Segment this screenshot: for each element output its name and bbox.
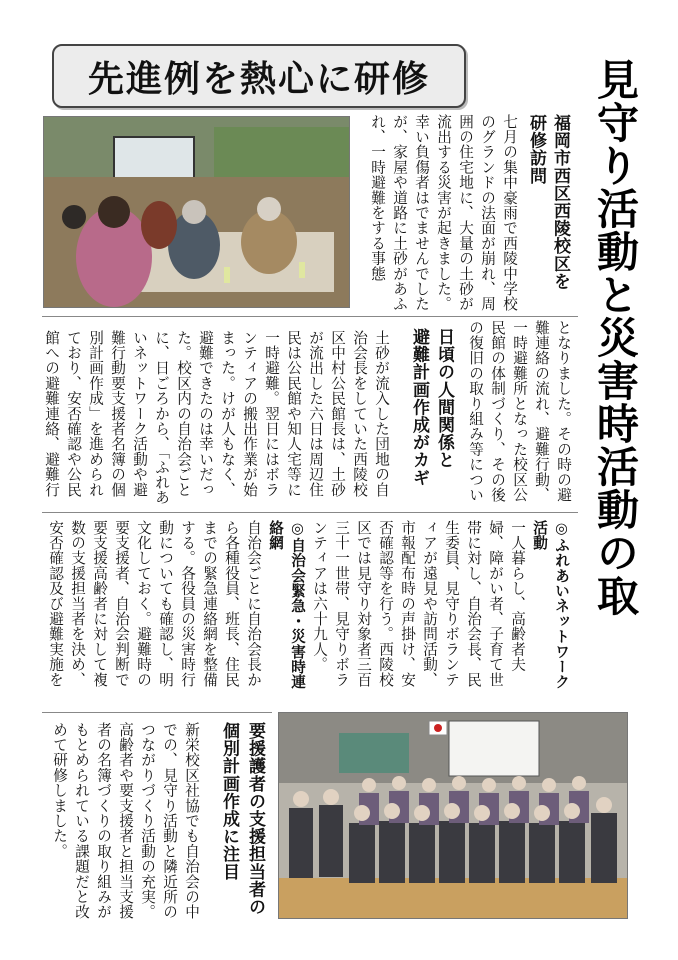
section1-heading [522,114,572,314]
section4-heading [208,722,268,922]
section3-heading2: ◎自治会緊急・災害時連絡網 [267,520,306,690]
divider-middle [42,512,578,513]
section2-heading-line2: 避難計画作成がカギ [409,328,429,487]
section2-heading [400,328,456,508]
group-photo-image [279,713,627,918]
section3-heading: ◎ふれあいネットワーク活動 [531,520,570,690]
section1-body-continued: となりました。その時の避難連絡の流れ、避難行動、一時避難所となった校区公民館の体制づくり、その後の復旧の取り組み等につい [467,320,572,503]
meeting-photo [43,116,350,308]
banner-text: 先進例を熱心に研修 [87,58,430,100]
main-title: 見守り活動と災害時活動の取 [591,58,640,617]
section1-heading-line1: 福岡市西区西陵校区を [550,114,570,290]
section4-heading-line1: 要援護者の支援担当者の [245,722,265,916]
section2-heading-line1: 日頃の人間関係と [434,328,454,469]
section-banner [52,44,466,108]
divider-lower [42,712,272,713]
section4-heading-line2: 個別計画作成に注目 [219,722,239,881]
section3-body: 一人暮らし、高齢者夫婦、障がい者、子育て世帯に対し、自治会長、民生委員、見守りボランティアが遠見や訪問活動、市報配布時の声掛け、安否確認等を行う。西陵校区では見守り対象者三百三十一世帯、見守りボランティアは六十九人。 [311,520,526,688]
section4-body: 新栄校区社協でも自治会の中での、見守り活動と隣近所のつながりづくり活動の充実。高齢者や要支援者と担当支援者の名簿づくりの取り組みがもとめられている課題だと改めて研修しました。 [51,722,200,920]
section3-body2: 自治会ごとに自治会長から各種役員、班長、住民までの緊急連絡網を整備する。各役員の災害時行動についても確認し、明文化しておく。避難時の要支援者、自治会判断で要支援高齢者に対して複数の支援担当者を決め、安否確認及び避難実施を [47,520,262,688]
section1-body-top: 七月の集中豪雨で西陵中学校のグランドの法面が崩れ、周囲の住宅地に、大量の土砂が流出する災害が起きました。幸い負傷者はでませんでしたが、家屋や道路に土砂があふれ、一時避難をする事態 [369,114,518,312]
section2-body: 土砂が流入した団地の自治会長をしていた西陵校区中村公民館長は、土砂が流出した六日は周辺住民は公民館や知人宅等に一時避難。翌日にはボランティアの搬出作業が始まった。けが人もなく、避難できたのは幸いだった。校区内の自治会ごとに、日ごろから、「ふれあいネットワーク活動や避難行動要支援者名簿の個別計画作成」を進められており、安否確認や公民館への避難連絡、避難行 [43,330,390,506]
group-photo [278,712,628,919]
divider-top [42,316,578,317]
section1-heading-line2: 研修訪問 [526,114,546,185]
section3-block [42,520,572,700]
meeting-photo-image [44,117,349,307]
